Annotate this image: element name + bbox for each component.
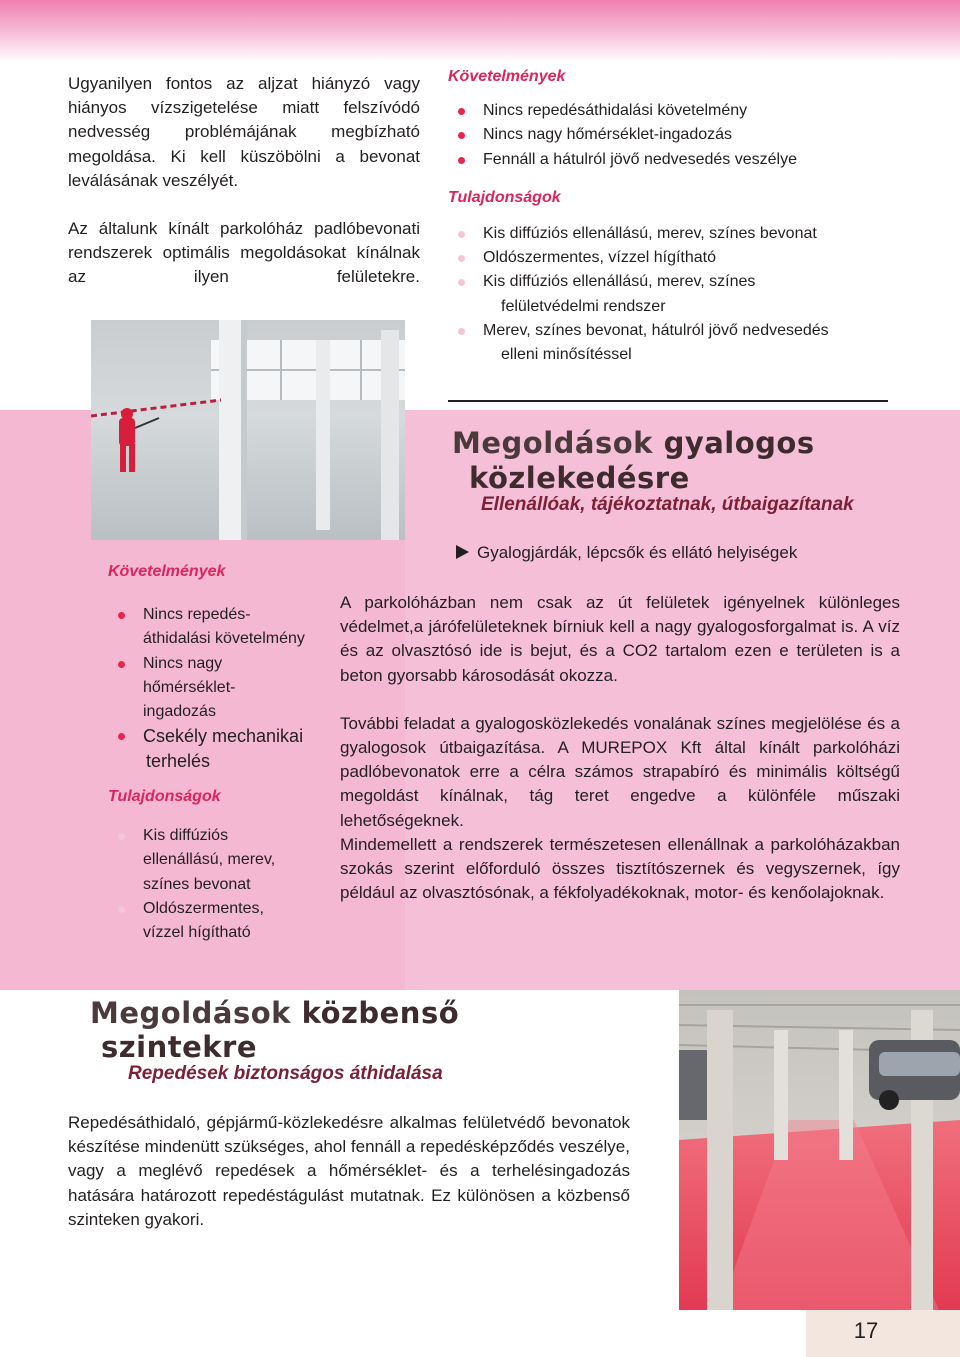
divider-line [448, 400, 888, 402]
list-item: Fennáll a hátulról jövő nedvesedés veszélye [448, 148, 908, 172]
pedestrian-areas-line: Gyalogjárdák, lépcsők és ellátó helyiségek [456, 543, 797, 563]
bullet-icon [118, 733, 125, 740]
section-title-intermediate-line2: szintekre [101, 1030, 258, 1064]
list-item: Csekély mechanikai terhelés [108, 724, 328, 773]
requirements-heading: Követelmények [448, 68, 566, 85]
list-item: Kis diffúziós ellenállású, merev, színes bevonat [108, 824, 328, 897]
properties-list [108, 824, 328, 945]
section-subtitle-intermediate: Repedések biztonságos áthidalása [128, 1063, 443, 1084]
requirements-heading: Követelmények [108, 563, 226, 580]
list-item: Merev, színes bevonat, hátulról jövő nedvesedés elleni minősítéssel [448, 319, 908, 368]
intermediate-paragraph: Repedésáthidaló, gépjármű-közlekedésre alkalmas felületvédő bevonatok készítése mindenütt szükséges, ahol fennáll a repedésképződés veszélye, vagy a meglévő repedések a hőmérséklet- és a terhelésingadozás hatására határozott repedéstágulást mutatnak. Ez különösen a közbenső szinteken gyakori. [68, 1113, 630, 1229]
section-title-pedestrian: Megoldások gyalogos [452, 426, 815, 460]
list-item: Nincs nagy hőmérséklet- ingadozás [108, 652, 328, 725]
red-garage-aisle-photo [679, 990, 960, 1310]
list-item: Oldószermentes, vízzel hígítható [448, 246, 908, 270]
properties-heading: Tulajdonságok [448, 188, 561, 206]
bullet-icon [458, 279, 465, 286]
requirements-block-top [448, 68, 908, 368]
requirements-block-left [108, 563, 328, 946]
list-item: Oldószermentes, vízzel hígítható [108, 897, 328, 946]
list-item: Nincs repedés- áthidalási követelmény [108, 603, 328, 652]
page-number: 17 [853, 1318, 879, 1343]
pedestrian-paragraph-1: A parkolóházban nem csak az út felületek igényelnek különleges védelmet,a járófelületeknek bírniuk kell a nagy gyalogosforgalmat is. A víz és az olvasztósó ide is bejut, és a CO2 tartalom ezen e területen is a beton gyorsabb károsodását okozza. [340, 593, 900, 685]
intro-column [68, 72, 420, 290]
properties-heading: Tulajdonságok [108, 788, 221, 806]
bullet-icon [458, 132, 465, 139]
section-subtitle-pedestrian: Ellenállóak, tájékoztatnak, útbaigazítanak [481, 494, 854, 515]
bullet-icon [118, 661, 125, 668]
intro-paragraph-1: Ugyanilyen fontos az aljzat hiányzó vagy hiányos vízszigetelése miatt felszívódó nedvesség problémájának megbízható megoldása. Ki kell küszöbölni a bevonat leválásának veszélyét. [68, 74, 420, 190]
parking-hall-photo [91, 320, 405, 540]
bullet-icon [118, 906, 125, 913]
pedestrian-paragraph-3: Mindemellett a rendszerek természetesen ellenállnak a parkolóházakban szokás szerint előforduló összes tisztítószernek és vegyszernek, így például az olvasztósónak, a fékfolyadékoknak, motor- és kenőolajoknak. [340, 834, 900, 903]
list-item: Nincs nagy hőmérséklet-ingadozás [448, 123, 908, 147]
properties-list [448, 222, 908, 368]
list-item: Nincs repedésáthidalási követelmény [448, 99, 908, 123]
section-title-intermediate: Megoldások közbenső [90, 996, 460, 1030]
bullet-icon [458, 108, 465, 115]
list-item: Kis diffúziós ellenállású, merev, színes bevonat [448, 222, 908, 246]
bullet-icon [458, 157, 465, 164]
bullet-icon [118, 612, 125, 619]
requirements-list [108, 603, 328, 773]
arrow-right-icon [456, 545, 469, 559]
list-item: Kis diffúziós ellenállású, merev, színes felületvédelmi rendszer [448, 270, 908, 319]
pedestrian-text-column [340, 591, 900, 905]
bullet-icon [118, 833, 125, 840]
pedestrian-paragraph-2: További feladat a gyalogosközlekedés vonalának színes megjelölése és a gyalogosok útbaigazítása. A MUREPOX Kft által kínált parkolóházi padlóbevonatok erre a célra számos strapabíró és minimális költségű megoldást kínálnak, tág teret engedve a különféle műszaki lehetőségeknek. [340, 713, 900, 830]
intro-paragraph-2: Az általunk kínált parkolóház padlóbevonati rendszerek optimális megoldásokat kínálnak az ilyen felületekre. [68, 219, 420, 287]
requirements-list [448, 99, 908, 172]
header-gradient [0, 0, 960, 62]
bullet-icon [458, 231, 465, 238]
intermediate-text-column [68, 1111, 630, 1232]
bullet-icon [458, 328, 465, 335]
section-title-pedestrian-line2: közlekedésre [469, 461, 690, 495]
bullet-icon [458, 255, 465, 262]
